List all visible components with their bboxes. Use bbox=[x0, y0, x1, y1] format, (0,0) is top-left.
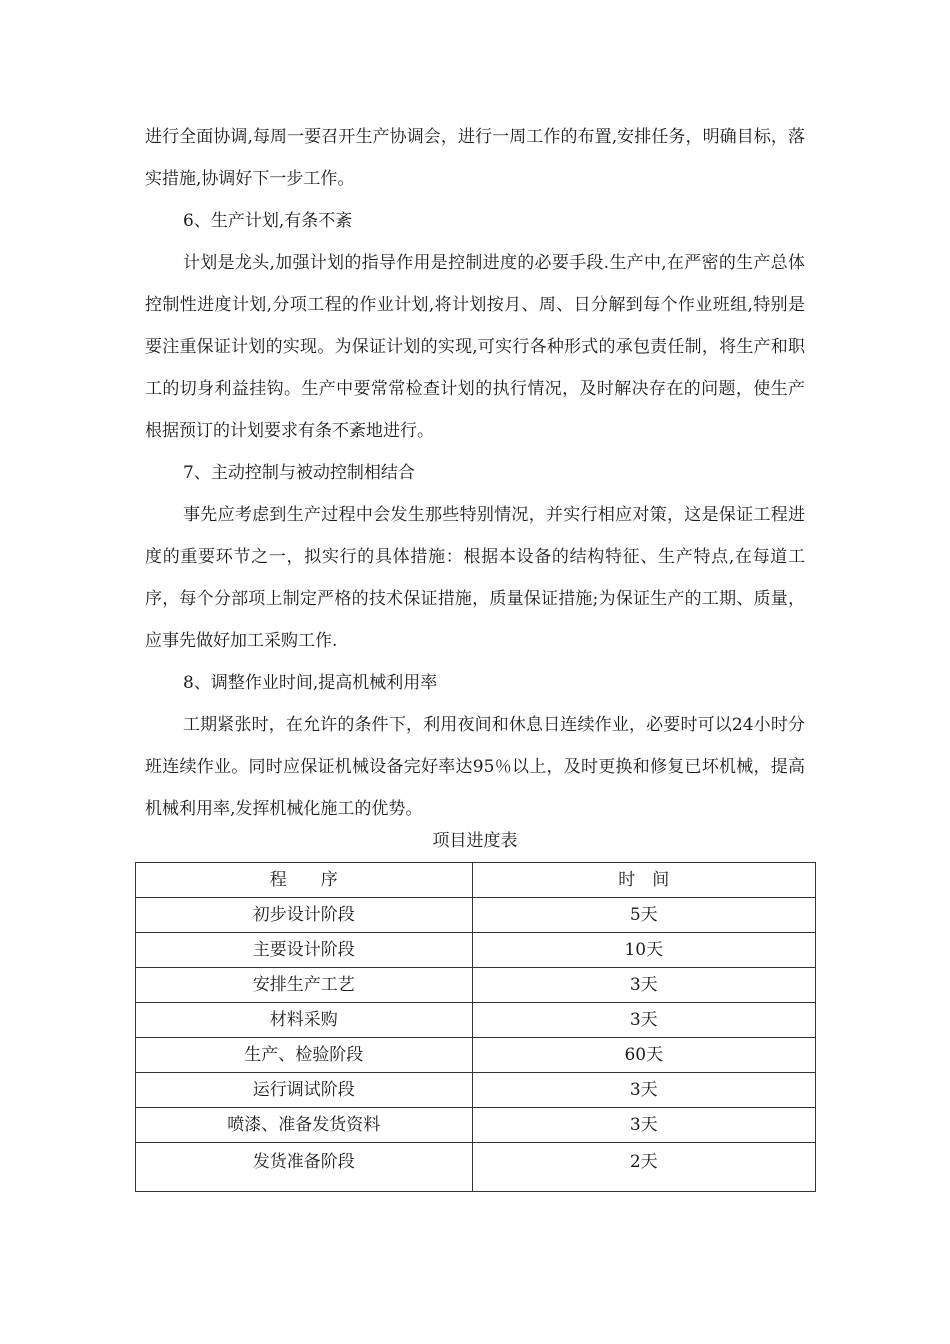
heading-adjust-work-time: 8、调整作业时间,提高机械利用率 bbox=[183, 673, 438, 693]
table-row bbox=[136, 1073, 816, 1108]
table-row bbox=[136, 933, 816, 968]
paragraph-coordination: 进行全面协调,每周一要召开生产协调会，进行一周工作的布置,安排任务，明确目标，落实措施,协调好下一步工作。 bbox=[145, 127, 805, 189]
stage-cell: 发货准备阶段 bbox=[136, 1143, 473, 1192]
stage-cell: 初步设计阶段 bbox=[136, 898, 473, 933]
table-row bbox=[136, 968, 816, 1003]
heading-active-control: 7、主动控制与被动控制相结合 bbox=[183, 463, 415, 483]
header-cell-procedure: 程 序 bbox=[136, 863, 473, 898]
duration-cell: 2天 bbox=[472, 1143, 815, 1192]
duration-cell: 3天 bbox=[472, 968, 815, 1003]
duration-cell: 3天 bbox=[472, 1108, 815, 1143]
table-title: 项目进度表 bbox=[432, 831, 518, 851]
stage-cell: 安排生产工艺 bbox=[136, 968, 473, 1003]
table-row bbox=[136, 898, 816, 933]
paragraph-production-plan: 计划是龙头,加强计划的指导作用是控制进度的必要手段.生产中,在严密的生产总体控制性进度计划,分项工程的作业计划,将计划按月、周、日分解到每个作业班组,特别是要注重保证计划的实现。为保证计划的实现,可实行各种形式的承包责任制，将生产和职工的切身利益挂钩。生产中要常常检查计划的执行情况，及时解决存在的问题，使生产根据预订的计划要求有条不紊地进行。 bbox=[145, 253, 805, 441]
duration-cell: 10天 bbox=[472, 933, 815, 968]
table-row bbox=[136, 1143, 816, 1192]
stage-cell: 材料采购 bbox=[136, 1003, 473, 1038]
paragraph-active-control: 事先应考虑到生产过程中会发生那些特别情况，并实行相应对策，这是保证工程进度的重要环节之一，拟实行的具体措施：根据本设备的结构特征、生产特点,在每道工序，每个分部项上制定严格的技术保证措施，质量保证措施;为保证生产的工期、质量，应事先做好加工采购工作. bbox=[145, 505, 805, 651]
schedule-table bbox=[135, 862, 816, 1192]
stage-cell: 喷漆、准备发货资料 bbox=[136, 1108, 473, 1143]
stage-cell: 运行调试阶段 bbox=[136, 1073, 473, 1108]
table-row bbox=[136, 1003, 816, 1038]
header-cell-time: 时 间 bbox=[472, 863, 815, 898]
stage-cell: 主要设计阶段 bbox=[136, 933, 473, 968]
duration-cell: 3天 bbox=[472, 1003, 815, 1038]
duration-cell: 3天 bbox=[472, 1073, 815, 1108]
heading-production-plan: 6、生产计划,有条不紊 bbox=[183, 211, 353, 231]
table-header-row bbox=[136, 863, 816, 898]
paragraph-adjust-work-time: 工期紧张时，在允许的条件下，利用夜间和休息日连续作业，必要时可以24小时分班连续作业。同时应保证机械设备完好率达95％以上，及时更换和修复已坏机械，提高机械利用率,发挥机械化施工的优势。 bbox=[145, 715, 805, 819]
body-text bbox=[145, 116, 805, 830]
table-row bbox=[136, 1108, 816, 1143]
table-row bbox=[136, 1038, 816, 1073]
duration-cell: 5天 bbox=[472, 898, 815, 933]
stage-cell: 生产、检验阶段 bbox=[136, 1038, 473, 1073]
duration-cell: 60天 bbox=[472, 1038, 815, 1073]
